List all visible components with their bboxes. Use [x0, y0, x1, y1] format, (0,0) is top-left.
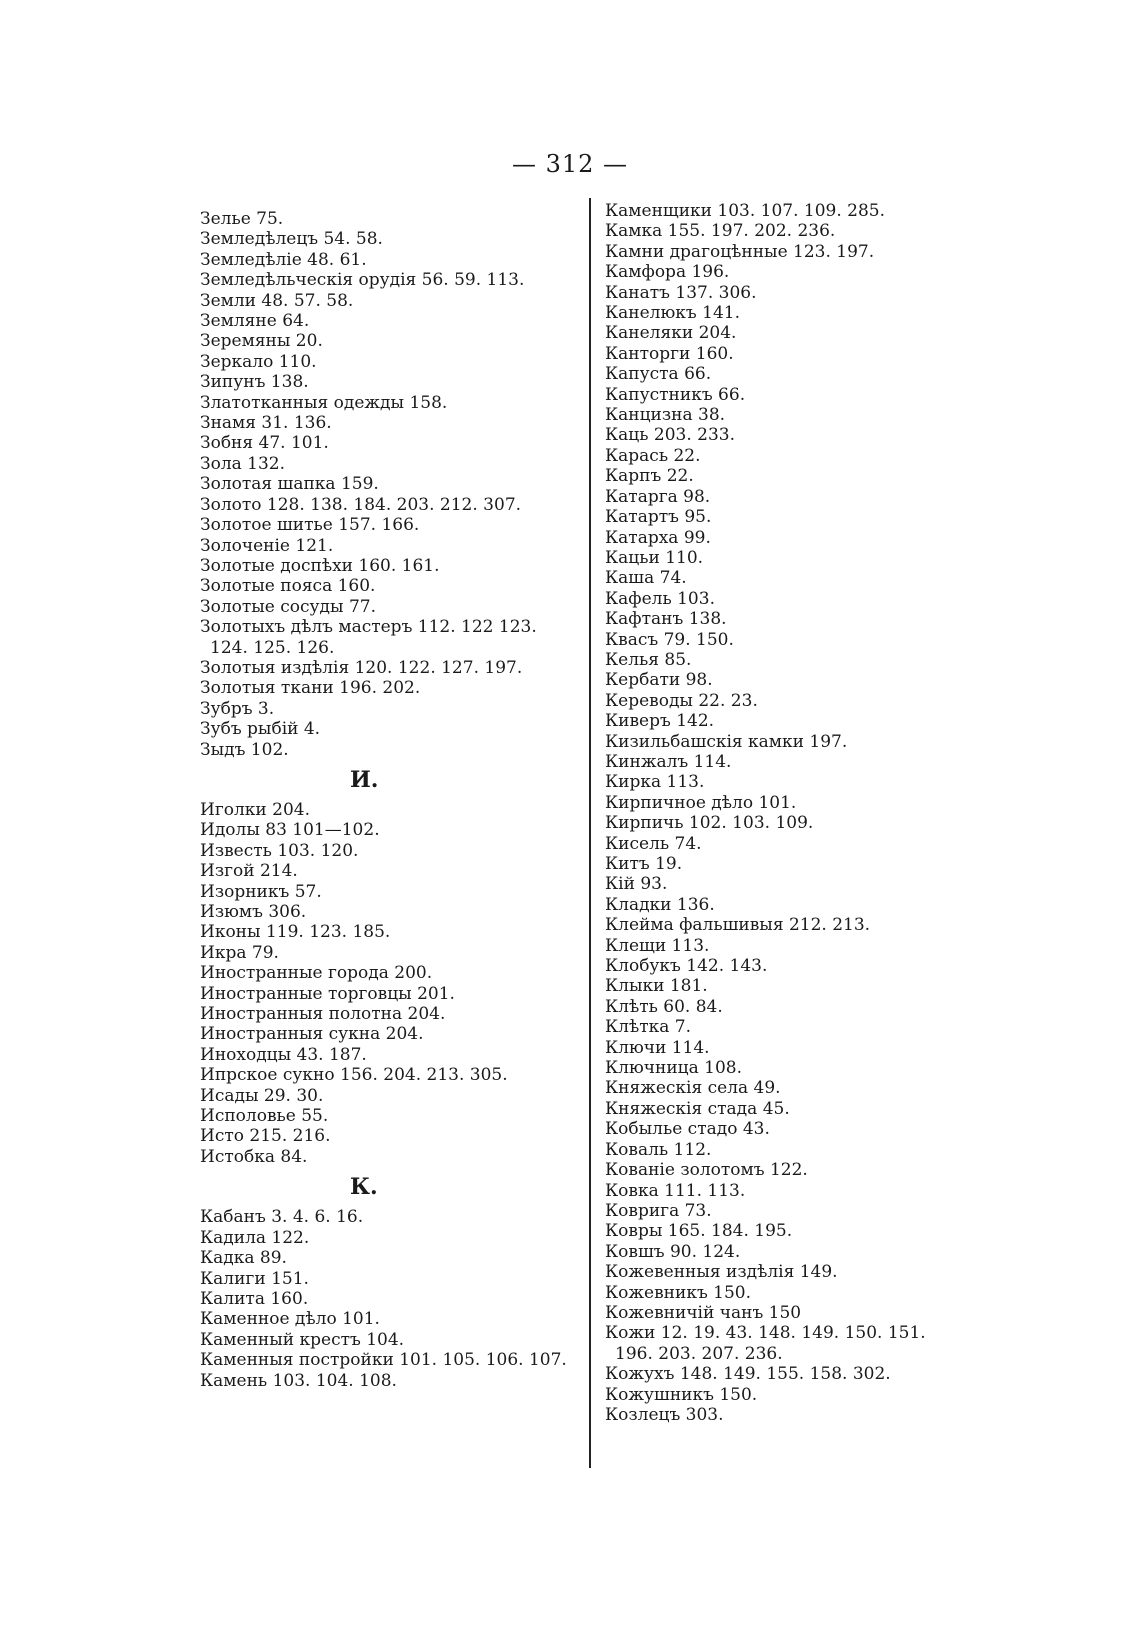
index-entry: Зелье 75. — [200, 209, 284, 229]
index-entry: Кизильбашскія камки 197. — [605, 731, 848, 752]
index-entry: Камка 155. 197. 202. 236. — [605, 221, 836, 242]
index-entry: Икра 79. — [200, 942, 279, 963]
index-entry: Камни драгоцѣнные 123. 197. — [605, 241, 875, 262]
index-entry: Ковшъ 90. 124. — [605, 1241, 741, 1262]
index-entry: Ковры 165. 184. 195. — [605, 1221, 793, 1242]
index-entry: Иностранныя сукна 204. — [200, 1024, 424, 1045]
index-entry: Кожевничій чанъ 150 — [605, 1302, 802, 1323]
index-entry: Кобылье стадо 43. — [605, 1119, 770, 1140]
index-entry: Кожевникъ 150. — [605, 1282, 752, 1303]
index-entry: Известь 103. 120. — [200, 840, 359, 861]
index-entry: Изгой 214. — [200, 861, 298, 882]
index-entry: Канцизна 38. — [605, 405, 726, 426]
index-entry: Изюмъ 306. — [200, 902, 307, 922]
index-entry: Киверъ 142. — [605, 711, 715, 732]
column-divider — [589, 198, 591, 1468]
index-entry: Канелюкъ 141. — [605, 303, 740, 324]
index-entry: Иностранные торговцы 201. — [200, 983, 455, 1004]
index-entry: Земледѣліе 48. 61. — [200, 249, 367, 270]
index-entry: Зипунъ 138. — [200, 372, 309, 393]
index-entry: Иностранные города 200. — [200, 963, 433, 984]
index-entry: Козлецъ 303. — [605, 1404, 724, 1425]
index-entry: Клейма фальшивыя 212. 213. — [605, 915, 871, 936]
index-entry: Зеремяны 20. — [200, 331, 323, 352]
index-entry: Знамя 31. 136. — [200, 413, 332, 434]
index-entry: Карась 22. — [605, 445, 701, 466]
index-entry: Ключница 108. — [605, 1058, 742, 1079]
index-entry: Канеляки 204. — [605, 323, 737, 344]
index-entry: Катартъ 95. — [605, 507, 712, 528]
index-entry: Келья 85. — [605, 649, 692, 670]
index-entry: Каменныя постройки 101. 105. 106. 107. — [200, 1350, 567, 1371]
index-entry: Изорникъ 57. — [200, 881, 322, 902]
index-entry: Зобня 47. 101. — [200, 433, 329, 454]
index-entry: Золоченіе 121. — [200, 535, 334, 556]
index-entry: Каменное дѣло 101. — [200, 1309, 380, 1330]
index-entry: Ключи 114. — [605, 1037, 710, 1058]
index-entry: Зеркало 110. — [200, 351, 317, 372]
index-entry: Зубръ 3. — [200, 698, 275, 719]
index-entry: Клѣтка 7. — [605, 1017, 691, 1038]
index-entry: Кербати 98. — [605, 670, 713, 691]
page-number: — 312 — — [511, 150, 629, 178]
index-entry: Каша 74. — [605, 568, 687, 589]
index-entry: Ипрское сукно 156. 204. 213. 305. — [200, 1065, 508, 1086]
index-entry: Кабанъ 3. 4. 6. 16. — [200, 1207, 364, 1228]
index-entry: Иностранныя полотна 204. — [200, 1004, 446, 1025]
index-entry: Золотая шапка 159. — [200, 474, 379, 495]
index-entry: Кованіе золотомъ 122. — [605, 1160, 808, 1181]
index-entry: Золотыя ткани 196. 202. — [200, 678, 421, 699]
index-entry: Земледѣлецъ 54. 58. — [200, 229, 383, 250]
index-entry: Исады 29. 30. — [200, 1085, 324, 1106]
index-entry: Клещи 113. — [605, 935, 710, 956]
index-entry: Кожевенныя издѣлія 149. — [605, 1262, 838, 1283]
right-column — [605, 201, 926, 1425]
index-entry: Золотое шитье 157. 166. — [200, 515, 420, 536]
index-entry: Кацьи 110. — [605, 547, 704, 568]
index-entry: Иголки 204. — [200, 799, 310, 820]
index-entry: Кафель 103. — [605, 588, 715, 609]
index-entry: Золотые пояса 160. — [200, 576, 376, 597]
index-entry: Кожи 12. 19. 43. 148. 149. 150. 151. — [605, 1323, 926, 1344]
index-entry: Клѣть 60. 84. — [605, 996, 723, 1017]
index-entry: Кафтанъ 138. — [605, 609, 727, 630]
index-entry: Земли 48. 57. 58. — [200, 290, 354, 311]
index-entry: Исто 215. 216. — [200, 1126, 331, 1147]
index-entry: Китъ 19. — [605, 854, 683, 874]
index-entry: Коваль 112. — [605, 1139, 712, 1160]
index-group-z — [200, 209, 567, 760]
index-entry: Зыдъ 102. — [200, 739, 289, 760]
section-heading-k: К. — [350, 1174, 378, 1201]
index-entry: Золотые доспѣхи 160. 161. — [200, 555, 440, 576]
index-entry: Кладки 136. — [605, 894, 715, 915]
left-column — [200, 209, 567, 1391]
index-entry: Капустникъ 66. — [605, 384, 746, 405]
index-entry: 124. 125. 126. — [210, 637, 335, 658]
index-entry: Кинжалъ 114. — [605, 751, 732, 772]
index-entry: Кирпичь 102. 103. 109. — [605, 813, 814, 834]
index-entry: Златотканныя одежды 158. — [200, 392, 448, 413]
index-entry: Кожушникъ 150. — [605, 1384, 758, 1405]
index-entry: Катарга 98. — [605, 486, 711, 507]
index-entry: Карпъ 22. — [605, 466, 694, 487]
index-entry: Ковка 111. 113. — [605, 1180, 746, 1201]
index-entry: Кереводы 22. 23. — [605, 690, 758, 711]
index-entry: Истобка 84. — [200, 1146, 308, 1167]
index-entry: Камфора 196. — [605, 262, 730, 283]
index-entry: Иконы 119. 123. 185. — [200, 922, 391, 943]
index-entry: Зола 132. — [200, 453, 286, 474]
index-entry: Калита 160. — [200, 1288, 309, 1309]
index-entry: Капуста 66. — [605, 364, 712, 385]
index-group-k — [200, 1207, 567, 1391]
index-entry: Иноходцы 43. 187. — [200, 1044, 367, 1065]
index-entry: Кадка 89. — [200, 1248, 287, 1269]
index-group-i — [200, 800, 567, 1167]
index-entry: Каменный крестъ 104. — [200, 1329, 405, 1350]
index-entry: Канатъ 137. 306. — [605, 282, 757, 303]
index-entry: Княжескія села 49. — [605, 1078, 781, 1099]
index-entry: Клыки 181. — [605, 976, 708, 997]
index-entry: Княжескія стада 45. — [605, 1098, 790, 1119]
index-entry: Кирка 113. — [605, 772, 705, 793]
index-entry: Клобукъ 142. 143. — [605, 956, 768, 977]
index-entry: Коврига 73. — [605, 1200, 712, 1221]
index-entry: Канторги 160. — [605, 343, 734, 364]
index-entry: Кій 93. — [605, 874, 668, 895]
index-entry: Земледѣльческія орудія 56. 59. 113. — [200, 270, 525, 291]
index-entry: Зубъ рыбій 4. — [200, 719, 321, 740]
index-entry: Камень 103. 104. 108. — [200, 1370, 397, 1391]
index-entry: Кирпичное дѣло 101. — [605, 792, 797, 813]
index-entry: Каменщики 103. 107. 109. 285. — [605, 201, 886, 221]
index-entry: Катарха 99. — [605, 527, 711, 548]
index-entry: Кисель 74. — [605, 833, 702, 854]
index-entry: 196. 203. 207. 236. — [615, 1343, 783, 1364]
index-entry: Золотыя издѣлія 120. 122. 127. 197. — [200, 657, 523, 678]
index-entry: Исполовье 55. — [200, 1106, 329, 1127]
index-entry: Золотые сосуды 77. — [200, 596, 376, 617]
index-entry: Золото 128. 138. 184. 203. 212. 307. — [200, 494, 522, 515]
index-entry: Калиги 151. — [200, 1268, 309, 1289]
index-entry: Квасъ 79. 150. — [605, 629, 734, 650]
index-entry: Золотыхъ дѣлъ мастеръ 112. 122 123. — [200, 617, 537, 638]
index-entry: Земляне 64. — [200, 311, 310, 332]
section-heading-i: И. — [350, 766, 379, 793]
index-entry: Идолы 83 101—102. — [200, 820, 380, 841]
index-entry: Кожухъ 148. 149. 155. 158. 302. — [605, 1364, 891, 1385]
index-entry: Кадила 122. — [200, 1227, 310, 1248]
index-entry: Каць 203. 233. — [605, 425, 735, 446]
